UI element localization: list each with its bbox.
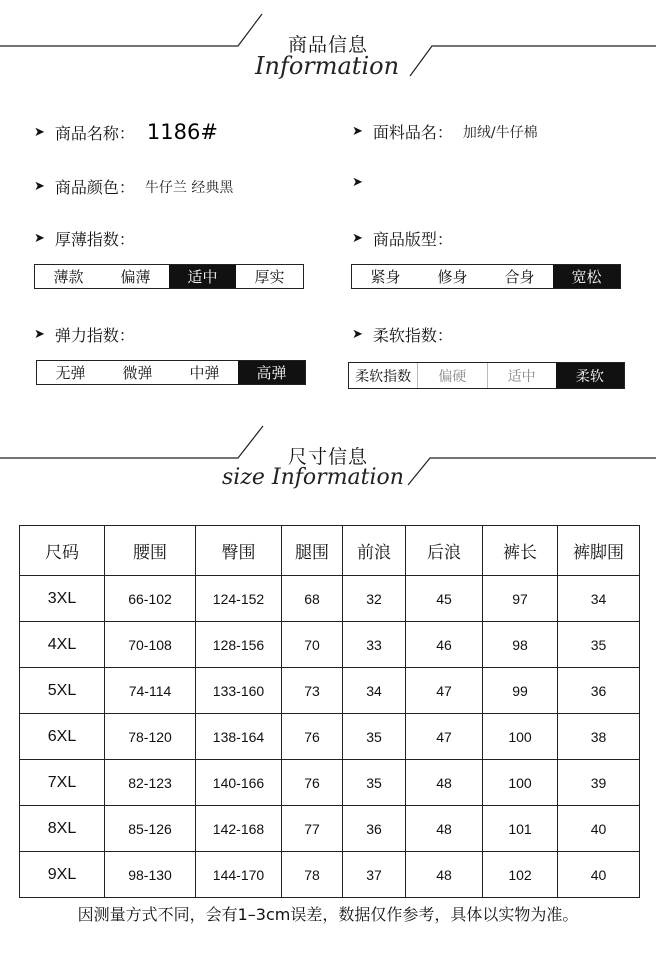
- size-cell: 9XL: [20, 852, 105, 898]
- table-cell: 77: [282, 806, 343, 852]
- info-row-name: [34, 120, 218, 144]
- table-cell: 70: [282, 622, 343, 668]
- table-cell: 140-166: [196, 760, 282, 806]
- fit-scale: [351, 264, 621, 289]
- table-cell: 73: [282, 668, 343, 714]
- table-cell: 142-168: [196, 806, 282, 852]
- table-cell: 32: [343, 576, 406, 622]
- table-cell: 97: [483, 576, 558, 622]
- column-header: 腿围: [282, 526, 343, 576]
- info-row-elastic: [34, 323, 135, 346]
- elastic-label: 弹力指数：: [54, 326, 135, 345]
- table-cell: 102: [483, 852, 558, 898]
- elastic-option: 中弹: [189, 364, 220, 382]
- size-cell: 4XL: [20, 622, 105, 668]
- name-label: 商品名称：: [54, 123, 135, 143]
- table-cell: 35: [343, 760, 406, 806]
- table-cell: 40: [558, 806, 640, 852]
- elastic-scale: [36, 360, 306, 385]
- table-cell: 85-126: [105, 806, 196, 852]
- arrow-icon: ➤: [34, 231, 45, 246]
- size-cell: 7XL: [20, 760, 105, 806]
- column-header: 腰围: [105, 526, 196, 576]
- table-cell: 100: [483, 714, 558, 760]
- table-cell: 100: [483, 760, 558, 806]
- size-cell: 5XL: [20, 668, 105, 714]
- table-cell: 46: [406, 622, 483, 668]
- soft-option: 柔软: [556, 363, 624, 388]
- info-row-empty: [352, 175, 373, 190]
- table-cell: 36: [558, 668, 640, 714]
- table-cell: 70-108: [105, 622, 196, 668]
- soft-scale: [348, 362, 625, 389]
- soft-option: 偏硬: [417, 363, 486, 388]
- arrow-icon: ➤: [34, 179, 45, 194]
- soft-option: 柔软指数: [355, 368, 412, 385]
- table-cell: 76: [282, 714, 343, 760]
- table-cell: 101: [483, 806, 558, 852]
- info-row-thickness: [34, 227, 135, 250]
- table-cell: 128-156: [196, 622, 282, 668]
- table-row: [20, 622, 640, 668]
- script-subtitle-information: Information: [255, 52, 400, 80]
- size-cell: 6XL: [20, 714, 105, 760]
- thickness-option: 薄款: [53, 268, 84, 286]
- size-table: [19, 525, 640, 898]
- script-subtitle-size-information: size Information: [222, 465, 404, 490]
- table-row: [20, 852, 640, 898]
- info-row-fit: [352, 227, 453, 250]
- table-cell: 144-170: [196, 852, 282, 898]
- elastic-option: 高弹: [238, 361, 305, 384]
- table-row: [20, 668, 640, 714]
- column-header: 前浪: [343, 526, 406, 576]
- table-cell: 35: [343, 714, 406, 760]
- thickness-scale: [34, 264, 304, 289]
- arrow-icon: ➤: [352, 124, 363, 139]
- section-title-size-info: 尺寸信息: [287, 446, 368, 468]
- fit-option: 紧身: [370, 268, 401, 286]
- table-cell: 34: [558, 576, 640, 622]
- arrow-icon: ➤: [34, 124, 45, 140]
- table-cell: 98-130: [105, 852, 196, 898]
- table-cell: 74-114: [105, 668, 196, 714]
- arrow-icon: ➤: [34, 327, 45, 342]
- table-header-row: [20, 526, 640, 576]
- table-cell: 48: [406, 806, 483, 852]
- table-cell: 76: [282, 760, 343, 806]
- table-cell: 47: [406, 714, 483, 760]
- arrow-icon: ➤: [352, 175, 363, 190]
- section-title-product-info: 商品信息: [287, 34, 368, 56]
- fit-option: 修身: [437, 268, 468, 286]
- table-cell: 78-120: [105, 714, 196, 760]
- elastic-option: 微弹: [122, 364, 153, 382]
- table-cell: 36: [343, 806, 406, 852]
- table-cell: 124-152: [196, 576, 282, 622]
- table-cell: 99: [483, 668, 558, 714]
- thickness-label: 厚薄指数：: [54, 230, 135, 249]
- thickness-option: 偏薄: [120, 268, 151, 286]
- table-row: [20, 714, 640, 760]
- table-cell: 39: [558, 760, 640, 806]
- color-value: 牛仔兰 经典黑: [144, 179, 234, 196]
- color-label: 商品颜色：: [54, 178, 135, 197]
- table-cell: 35: [558, 622, 640, 668]
- column-header: 尺码: [20, 526, 105, 576]
- thickness-option: 厚实: [254, 268, 285, 286]
- measurement-note: 因测量方式不同，会有1–3cm误差，数据仅作参考，具体以实物为准。: [77, 905, 579, 924]
- table-cell: 38: [558, 714, 640, 760]
- fabric-label: 面料品名：: [372, 123, 453, 142]
- thickness-option: 适中: [169, 265, 236, 288]
- table-cell: 82-123: [105, 760, 196, 806]
- table-cell: 45: [406, 576, 483, 622]
- size-cell: 3XL: [20, 576, 105, 622]
- fabric-value: 加绒/牛仔棉: [462, 124, 538, 141]
- size-cell: 8XL: [20, 806, 105, 852]
- soft-option: 适中: [487, 363, 556, 388]
- table-cell: 66-102: [105, 576, 196, 622]
- table-cell: 133-160: [196, 668, 282, 714]
- elastic-option: 无弹: [55, 364, 86, 382]
- table-cell: 78: [282, 852, 343, 898]
- table-cell: 138-164: [196, 714, 282, 760]
- info-row-fabric: [352, 120, 538, 143]
- column-header: 后浪: [406, 526, 483, 576]
- table-row: [20, 760, 640, 806]
- table-cell: 37: [343, 852, 406, 898]
- table-cell: 47: [406, 668, 483, 714]
- column-header: 臀围: [196, 526, 282, 576]
- table-cell: 68: [282, 576, 343, 622]
- table-cell: 48: [406, 760, 483, 806]
- fit-option: 合身: [504, 268, 535, 286]
- arrow-icon: ➤: [352, 231, 363, 246]
- info-row-color: [34, 175, 233, 198]
- info-row-soft: [352, 323, 453, 346]
- arrow-icon: ➤: [352, 327, 363, 342]
- table-cell: 34: [343, 668, 406, 714]
- fit-option: 宽松: [553, 265, 620, 288]
- table-cell: 48: [406, 852, 483, 898]
- table-row: [20, 806, 640, 852]
- table-cell: 40: [558, 852, 640, 898]
- column-header: 裤长: [483, 526, 558, 576]
- column-header: 裤脚围: [558, 526, 640, 576]
- table-cell: 33: [343, 622, 406, 668]
- table-row: [20, 576, 640, 622]
- table-cell: 98: [483, 622, 558, 668]
- soft-label: 柔软指数：: [372, 326, 453, 345]
- name-value: 1186#: [146, 120, 218, 144]
- fit-label: 商品版型：: [372, 230, 453, 249]
